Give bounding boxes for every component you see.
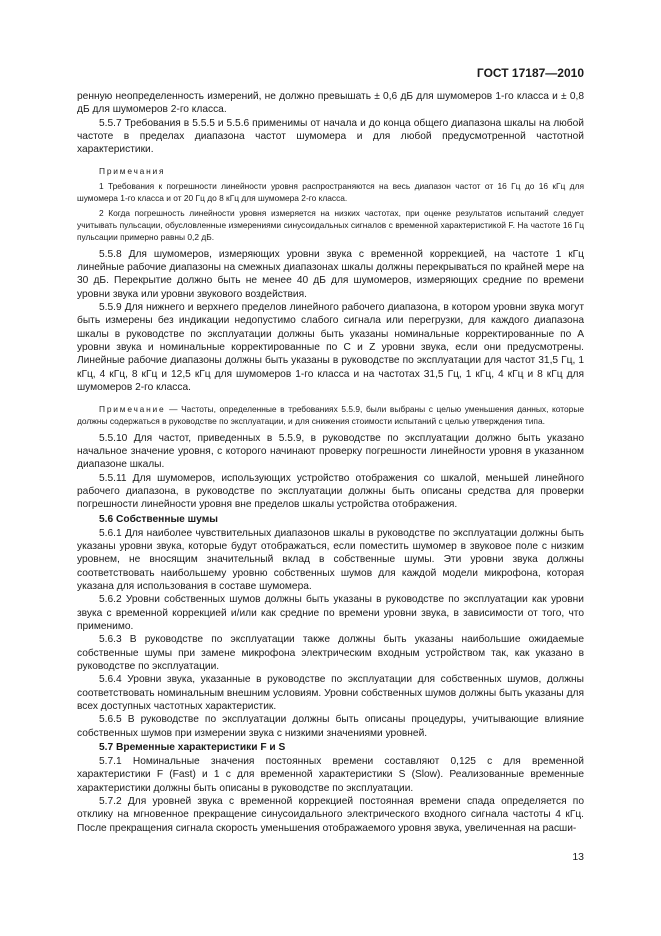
note-label: Примечание — [99, 403, 166, 414]
note-2: 2 Когда погрешность линейности уровня измеряется на низких частотах, при оценке результатов испытаний следует учитывать пульсации, обусловленные измерениями синусоидальных сигналов с временной характеристикой F. На частоте 16 Гц пульсации примерно равны 0,2 дБ. — [77, 207, 584, 242]
note-1: 1 Требования к погрешности линейности уровня распространяются на весь диапазон частот от 16 Гц до 16 кГц для шумомера 1-го класса и от 20 Гц до 8 кГц для шумомера 2-го класса. — [77, 180, 584, 203]
notes-heading: Примечания — [99, 165, 166, 176]
paragraph-5-7-1: 5.7.1 Номинальные значения постоянных времени составляют 0,125 с для временной характеристики F (Fast) и 1 с для временной характеристики S (Slow). Реализованные временные характеристики должны быть описаны в руководстве по эксплуатации. — [77, 756, 584, 794]
note-frequencies — [77, 403, 584, 427]
section-heading-5-7: 5.7 Временные характеристики F и S — [99, 742, 286, 754]
paragraph-5-6-2: 5.6.2 Уровни собственных шумов должны быть указаны в руководстве по эксплуатации как уровни звука с временной коррекцией и/или как средние по времени уровни звука, в зависимости от того, что применимо. — [77, 594, 584, 632]
page-number: 13 — [572, 851, 584, 863]
paragraph-5-6-1: 5.6.1 Для наиболее чувствительных диапазонов шкалы в руководстве по эксплуатации должны быть указаны уровни звука, которые будут отображаться, если поместить шумомер в звуковое поле с низким уровнем, не вносящим значительный вклад в собственные шумы. Эти уровни звука должны соответствовать наибольшему уровню собственных шумов для каждой модели микрофона, которая указана для использования в составе шумомера. — [77, 527, 584, 592]
notes-block — [77, 165, 584, 243]
paragraph-5-7-2: 5.7.2 Для уровней звука с временной коррекцией постоянная времени спада определяется по отклику на мгновенное прекращение синусоидального электрического входного сигнала частоты 4 кГц. После прекращения сигнала скорость уменьшения отображаемого уровня звука, увеличенная на расши- — [77, 796, 584, 834]
paragraph-5-6-4: 5.6.4 Уровни звука, указанные в руководстве по эксплуатации для собственных шумов, должны соответствовать номинальным внешним условиям. Уровни собственных шумов должны быть указаны для всех доступных частотных характеристик. — [77, 674, 584, 713]
paragraph-5-5-9: 5.5.9 Для нижнего и верхнего пределов линейного рабочего диапазона, в котором уровни звука могут быть измерены без индикации недопустимо слабого сигнала или перегрузки, для каждого диапазона шкалы в руководстве по эксплуатации должны быть указаны номинальные корректированные по A уровни звука и номинальные корректированные по C и Z уровни звука, если они предусмотрены. Линейные рабочие диапазоны должны быть указаны в руководстве по эксплуатации для частот 31,5 Гц, 1 кГц, 4 кГц, 8 кГц и 12,5 кГц для шумомеров 1-го класса и на частотах 31,5 Гц, 1 кГц, 4 кГц и 8 кГц для шумомеров 2-го класса. — [77, 302, 584, 394]
paragraph-5-5-7: 5.5.7 Требования в 5.5.5 и 5.5.6 применимы от начала и до конца общего диапазона шкалы на любой частоте в пределах диапазона частот шумомера и для любой предусмотренной частотной характеристики. — [77, 117, 584, 156]
document-header: ГОСТ 17187—2010 — [476, 66, 584, 80]
paragraph-5-6-5: 5.6.5 В руководстве по эксплуатации должны быть описаны процедуры, учитывающие влияние собственных шумов при измерении звука с низкими значениями уровней. — [77, 714, 584, 739]
paragraph-5-6-3: 5.6.3 В руководстве по эксплуатации также должны быть указаны наибольшие ожидаемые собственные шумы при замене микрофона электрическим входным устройством так, как указано в руководстве по эксплуатации. — [77, 634, 584, 672]
paragraph-continuation: ренную неопределенность измерений, не должно превышать ± 0,6 дБ для шумомеров 1-го класса и ± 0,8 дБ для шумомеров 2-го класса. — [77, 91, 584, 116]
page-body — [77, 90, 584, 835]
note-text: — Частоты, определенные в требованиях 5.5.9, были выбраны с целью уменьшения данных, которые должны содержаться в руководстве по эксплуатации, и для снижения стоимости испытаний с целью утверждения типа. — [77, 403, 584, 426]
paragraph-5-5-11: 5.5.11 Для шумомеров, использующих устройство отображения со шкалой, меньшей линейного рабочего диапазона, в руководстве по эксплуатации должны быть описаны средства для проверки погрешности линейности уровня вне пределов шкалы устройства отображения. — [77, 472, 584, 511]
section-heading-5-6: 5.6 Собственные шумы — [99, 513, 218, 525]
paragraph-5-5-8: 5.5.8 Для шумомеров, измеряющих уровни звука с временной коррекцией, на частоте 1 кГц линейные рабочие диапазоны на смежных диапазонах шкалы должны перекрываться по крайней мере на 30 дБ. Перекрытие должно быть не менее 40 дБ для шумомеров, измеряющих средние по времени уровни звука или уровни звукового воздействия. — [77, 248, 584, 300]
paragraph-5-5-10: 5.5.10 Для частот, приведенных в 5.5.9, в руководстве по эксплуатации должно быть указано начальное значение уровня, с которого начинают проверку погрешности линейности уровня в указанном диапазоне шкалы. — [77, 432, 584, 471]
